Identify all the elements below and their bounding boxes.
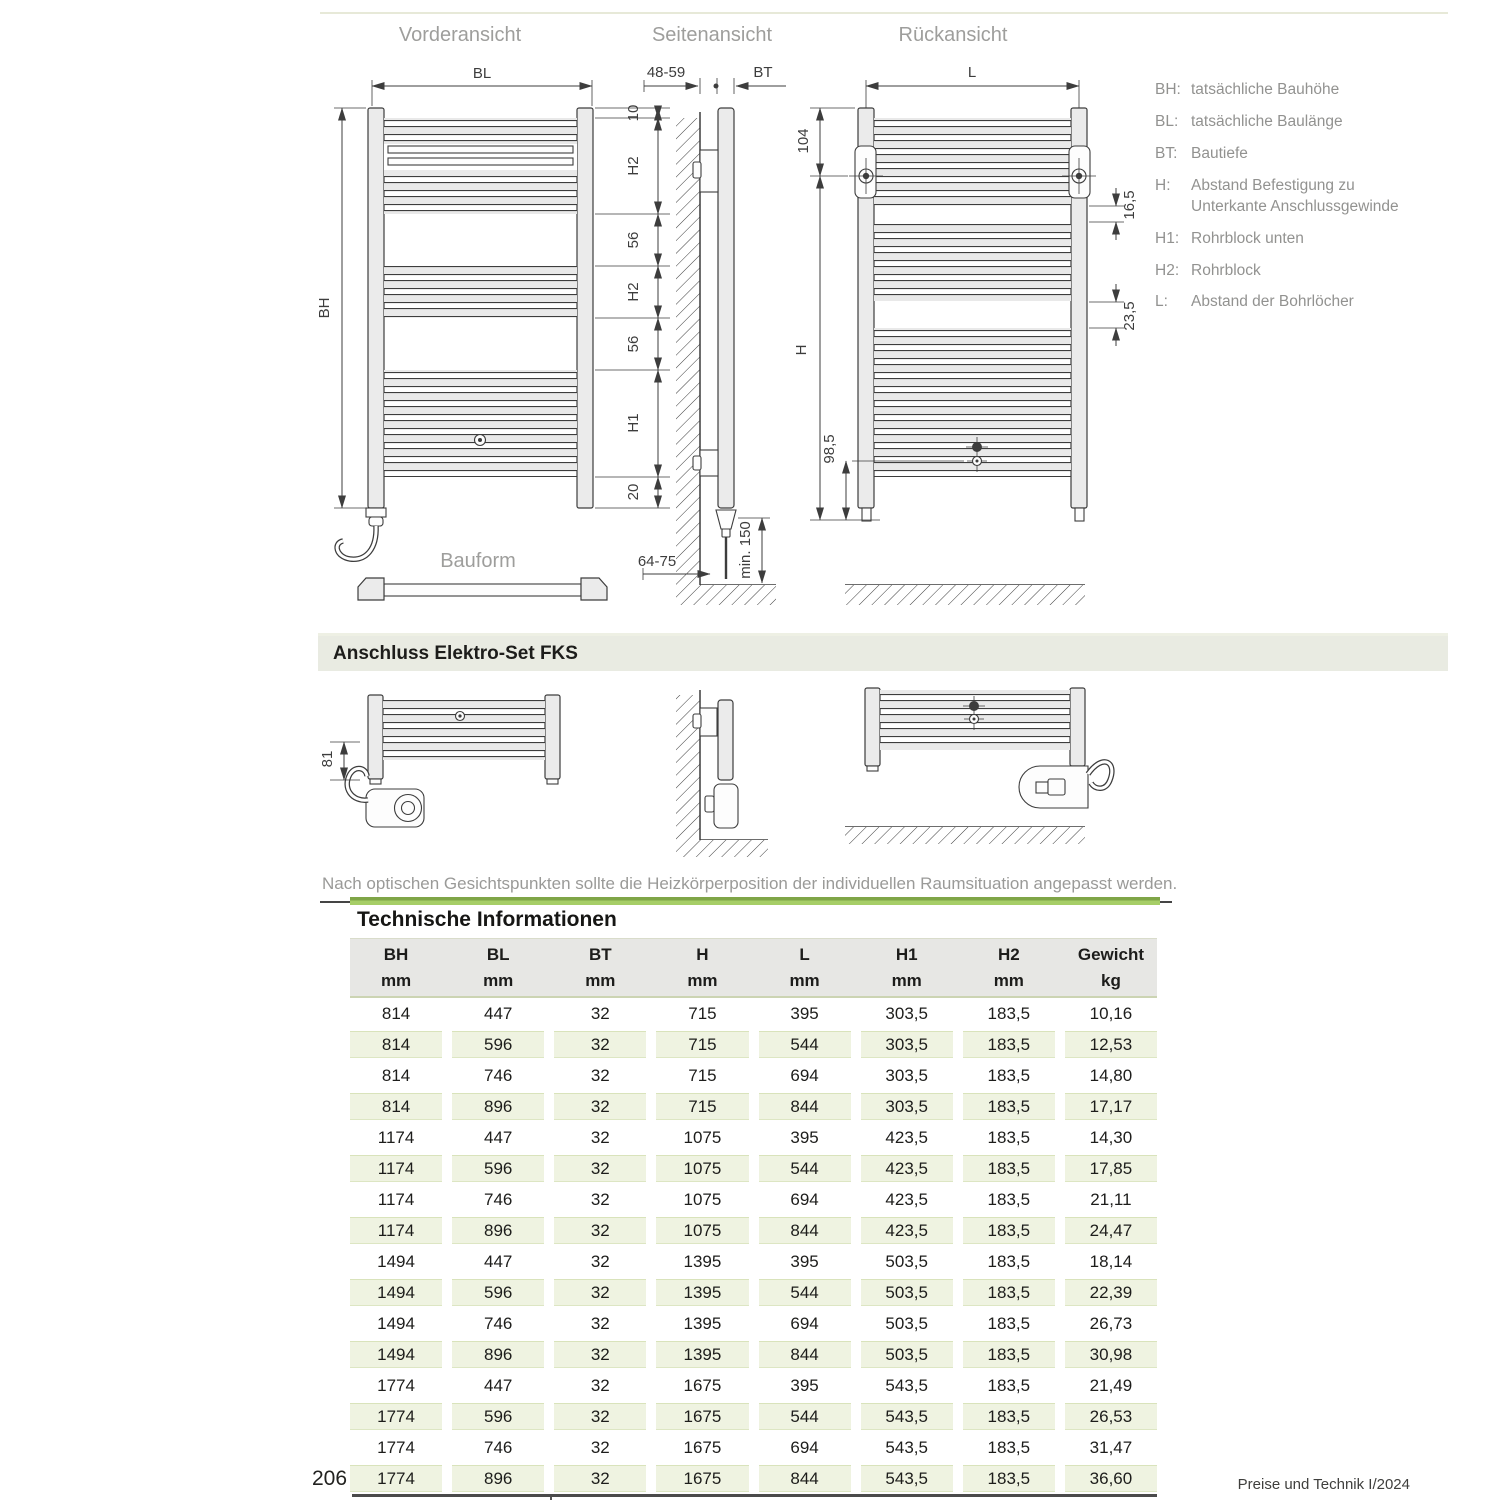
wall-hatch: [676, 118, 700, 585]
table-cell: 10,16: [1089, 1003, 1133, 1023]
dim-48-59: 48-59: [646, 64, 686, 81]
table-bottom-rule: [352, 1494, 1157, 1497]
table-cell: 1675: [656, 1465, 748, 1492]
legend-term: H1:: [1155, 229, 1180, 247]
dim-56: 56: [625, 335, 642, 353]
elektro-section-header: [318, 633, 1448, 671]
table-cell: 447: [484, 1375, 513, 1395]
column-header: L mm: [789, 945, 820, 990]
table-cell: 694: [790, 1065, 819, 1085]
legend-term: BT:: [1155, 144, 1178, 162]
dim-104: 104: [795, 128, 812, 154]
table-cell: 694: [790, 1189, 819, 1209]
table-cell: 544: [759, 1031, 851, 1058]
table-cell: 14,80: [1089, 1065, 1133, 1085]
table-cell: 715: [688, 1003, 717, 1023]
table-cell: 32: [554, 1279, 646, 1306]
dim-h2: H2: [625, 282, 642, 302]
elektro-element-side: [714, 784, 738, 828]
table-cell: 1174: [377, 1127, 415, 1147]
table-cell: 17,85: [1065, 1155, 1157, 1182]
table-cell: 30,98: [1065, 1341, 1157, 1368]
table-cell: 1075: [683, 1127, 722, 1147]
elektro-front-drawing: [319, 695, 560, 827]
legend-definition: tatsächliche Bauhöhe: [1191, 81, 1340, 98]
table-cell: 814: [381, 1003, 411, 1023]
elektro-side-drawing: [676, 690, 768, 857]
table-cell: 1075: [656, 1155, 748, 1182]
table-cell: 503,5: [885, 1313, 928, 1333]
table-cell: 32: [590, 1003, 610, 1023]
table-cell: 32: [590, 1065, 610, 1085]
table-cell: 896: [452, 1217, 544, 1244]
side-radiator-profile: [718, 108, 734, 508]
table-cell: 183,5: [963, 1093, 1055, 1120]
page-number: 206: [312, 1467, 348, 1490]
dim-10: 10: [625, 104, 642, 122]
rear-rung-group-1: [874, 118, 1071, 206]
front-left-tube: [368, 108, 384, 508]
table-cell: 395: [790, 1251, 819, 1271]
front-thin-rung: [388, 146, 573, 153]
table-cell: 896: [452, 1465, 544, 1492]
table-cell: 715: [688, 1065, 717, 1085]
table-cell: 26,53: [1065, 1403, 1157, 1430]
table-cell: 544: [759, 1155, 851, 1182]
technical-info-table: [350, 938, 1157, 1494]
table-cell: 1774: [350, 1465, 442, 1492]
dim-16-5: 16,5: [1121, 190, 1138, 220]
legend-row: [1155, 80, 1417, 101]
table-row: [350, 1370, 1157, 1401]
elektro-element-plug: [1019, 762, 1112, 808]
legend-row: [1155, 261, 1417, 282]
legend-term: H:: [1155, 176, 1171, 194]
table-row: [350, 1060, 1157, 1091]
front-rung-group-2: [384, 266, 577, 318]
table-cell: 32: [554, 1093, 646, 1120]
front-view-label: Vorderansicht: [398, 24, 522, 46]
table-cell: 32: [554, 1155, 646, 1182]
legend-row: [1155, 176, 1417, 218]
table-cell: 844: [759, 1341, 851, 1368]
table-cell: 1395: [683, 1313, 722, 1333]
table-cell: 746: [484, 1313, 513, 1333]
elektro-rear-drawing: [845, 688, 1112, 844]
table-cell: 543,5: [885, 1375, 928, 1395]
table-row: [350, 1401, 1157, 1432]
table-row: [350, 1463, 1157, 1494]
thread-stub: [862, 508, 871, 521]
table-cell: 1494: [377, 1313, 415, 1333]
table-cell: 183,5: [987, 1189, 1031, 1209]
positioning-note: Nach optischen Gesichtspunkten sollte die Heizkörperposition der individuellen Raumsituation angepasst werden.: [322, 874, 1178, 893]
table-row: [350, 1184, 1157, 1215]
dim-81: 81: [319, 750, 336, 768]
thread-stub: [1075, 508, 1084, 521]
table-cell: 17,17: [1065, 1093, 1157, 1120]
table-cell: 1774: [377, 1437, 415, 1457]
table-cell: 1675: [683, 1437, 722, 1457]
table-cell: 32: [590, 1127, 610, 1147]
table-cell: 395: [790, 1003, 819, 1023]
rear-rung-group-2: [874, 222, 1071, 301]
table-cell: 32: [554, 1403, 646, 1430]
side-view-label: Seitenansicht: [651, 24, 773, 46]
table-cell: 844: [759, 1093, 851, 1120]
table-row: [350, 1215, 1157, 1246]
legend-row: [1155, 292, 1417, 313]
table-cell: 746: [484, 1065, 513, 1085]
edition-label: Preise und Technik I/2024: [1237, 1476, 1410, 1493]
table-cell: 447: [484, 1127, 513, 1147]
table-cell: 14,30: [1089, 1127, 1133, 1147]
table-cell: 503,5: [861, 1341, 953, 1368]
table-cell: 1494: [350, 1279, 442, 1306]
table-cell: 1675: [683, 1375, 722, 1395]
floor-hatch: [845, 827, 1085, 844]
table-cell: 423,5: [861, 1217, 953, 1244]
column-header: BH mm: [380, 945, 412, 990]
table-cell: 596: [452, 1403, 544, 1430]
table-cell: 183,5: [963, 1403, 1055, 1430]
dim-l: L: [967, 64, 977, 81]
table-cell: 814: [381, 1065, 411, 1085]
table-row: [350, 1091, 1157, 1122]
table-cell: 1174: [350, 1217, 442, 1244]
table-cell: 183,5: [987, 1313, 1031, 1333]
table-row: [350, 1308, 1157, 1339]
table-cell: 395: [790, 1127, 819, 1147]
front-heating-element: [337, 508, 386, 559]
table-cell: 183,5: [987, 1003, 1031, 1023]
green-accent-rule: [350, 897, 1160, 905]
table-row: [350, 1029, 1157, 1060]
legend-definition: Abstand der Bohrlöcher: [1191, 293, 1354, 311]
table-cell: 32: [590, 1375, 610, 1395]
legend-row: [1155, 112, 1417, 133]
table-cell: 1395: [683, 1251, 722, 1271]
table-cell: 423,5: [885, 1189, 928, 1209]
front-rung-group-3: [384, 370, 577, 477]
table-cell: 596: [452, 1279, 544, 1306]
rear-view-drawing: [793, 64, 1138, 605]
table-cell: 395: [790, 1375, 819, 1395]
table-cell: 18,14: [1089, 1251, 1133, 1271]
table-cell: 183,5: [963, 1341, 1055, 1368]
table-cell: 303,5: [885, 1065, 928, 1085]
front-thin-rung: [388, 158, 573, 165]
dim-bt: BT: [753, 64, 773, 81]
table-cell: 746: [484, 1189, 513, 1209]
dim-h: H: [793, 344, 810, 356]
table-row: [350, 1432, 1157, 1463]
table-cell: 447: [484, 1003, 513, 1023]
dim-min150: min. 150: [737, 521, 754, 579]
table-cell: 183,5: [963, 1031, 1055, 1058]
table-cell: 596: [452, 1155, 544, 1182]
column-header: H1 mm: [891, 945, 922, 990]
rear-rung-group-3: [874, 328, 1071, 477]
column-header: H mm: [687, 945, 718, 990]
table-header-row: [350, 938, 1157, 998]
front-view-drawing: [316, 65, 670, 600]
floor-hatch: [676, 840, 768, 857]
table-cell: 12,53: [1065, 1031, 1157, 1058]
column-header: H2 mm: [993, 945, 1024, 990]
table-cell: 715: [656, 1031, 748, 1058]
table-cell: 1075: [683, 1189, 722, 1209]
table-cell: 596: [452, 1031, 544, 1058]
table-cell: 1395: [656, 1341, 748, 1368]
table-cell: 1395: [656, 1279, 748, 1306]
legend-definition: Rohrblock unten: [1191, 229, 1304, 247]
table-body: [350, 998, 1157, 1494]
table-cell: 1774: [377, 1375, 415, 1395]
elektro-heating-element: [347, 768, 424, 827]
dim-98-5: 98,5: [821, 434, 838, 464]
table-cell: 22,39: [1065, 1279, 1157, 1306]
table-cell: 423,5: [885, 1127, 928, 1147]
side-valve: [716, 510, 736, 579]
table-cell: 503,5: [885, 1251, 928, 1271]
side-view-drawing: [638, 64, 786, 605]
legend-term: L:: [1155, 293, 1168, 311]
table-cell: 715: [656, 1093, 748, 1120]
table-cell: 543,5: [885, 1437, 928, 1457]
table-cell: 21,49: [1089, 1375, 1133, 1395]
legend-row: [1155, 144, 1417, 165]
table-cell: 1675: [656, 1403, 748, 1430]
legend-definition: Rohrblock: [1191, 261, 1261, 279]
table-cell: 814: [350, 1093, 442, 1120]
table-cell: 183,5: [987, 1127, 1031, 1147]
table-cell: 24,47: [1065, 1217, 1157, 1244]
table-cell: 32: [554, 1217, 646, 1244]
table-cell: 31,47: [1089, 1437, 1133, 1457]
dim-20: 20: [625, 483, 642, 501]
table-cell: 896: [452, 1341, 544, 1368]
bauform-drawing: [358, 578, 607, 600]
table-cell: 1075: [656, 1217, 748, 1244]
table-cell: 32: [590, 1437, 610, 1457]
table-cell: 1174: [350, 1155, 442, 1182]
table-row: [350, 1339, 1157, 1370]
dim-h1: H1: [625, 413, 642, 433]
table-cell: 32: [554, 1031, 646, 1058]
table-cell: 544: [759, 1279, 851, 1306]
table-cell: 896: [452, 1093, 544, 1120]
table-cell: 183,5: [963, 1279, 1055, 1306]
table-title: Technische Informationen: [357, 908, 617, 931]
table-cell: 183,5: [987, 1437, 1031, 1457]
table-cell: 183,5: [987, 1375, 1031, 1395]
table-cell: 36,60: [1065, 1465, 1157, 1492]
front-right-tube: [577, 108, 593, 508]
column-header: Gewicht kg: [1077, 945, 1144, 990]
column-header: BT mm: [585, 945, 616, 990]
table-cell: 844: [759, 1465, 851, 1492]
dim-64-75: 64-75: [637, 553, 677, 570]
table-cell: 543,5: [861, 1403, 953, 1430]
table-row: [350, 1277, 1157, 1308]
table-cell: 32: [554, 1465, 646, 1492]
legend-term: BH:: [1155, 81, 1181, 98]
floor-hatch: [845, 585, 1085, 605]
elektro-section-title: Anschluss Elektro-Set FKS: [333, 643, 578, 664]
floor-hatch: [676, 585, 776, 605]
table-cell: 746: [484, 1437, 513, 1457]
table-cell: 183,5: [987, 1065, 1031, 1085]
table-cell: 32: [590, 1251, 610, 1271]
legend-definition: Bautiefe: [1191, 144, 1248, 162]
dim-23-5: 23,5: [1121, 301, 1138, 331]
table-cell: 32: [554, 1341, 646, 1368]
table-cell: 303,5: [885, 1003, 928, 1023]
table-cell: 183,5: [963, 1155, 1055, 1182]
table-cell: 303,5: [861, 1093, 953, 1120]
dim-56: 56: [625, 231, 642, 249]
column-header: BL mm: [483, 945, 514, 990]
table-row: [350, 1246, 1157, 1277]
table-cell: 303,5: [861, 1031, 953, 1058]
table-cell: 447: [484, 1251, 513, 1271]
table-cell: 21,11: [1090, 1189, 1132, 1209]
table-cell: 32: [590, 1189, 610, 1209]
table-row: [350, 998, 1157, 1029]
table-cell: 1174: [377, 1189, 415, 1209]
table-cell: 543,5: [861, 1465, 953, 1492]
dimension-legend: [1155, 80, 1417, 324]
table-cell: 32: [590, 1313, 610, 1333]
table-cell: 694: [790, 1313, 819, 1333]
legend-term: H2:: [1155, 261, 1180, 279]
table-cell: 423,5: [861, 1155, 953, 1182]
table-cell: 814: [350, 1031, 442, 1058]
table-cell: 183,5: [987, 1251, 1031, 1271]
legend-term: BL:: [1155, 112, 1179, 130]
table-cell: 183,5: [963, 1465, 1055, 1492]
legend-definition: tatsächliche Baulänge: [1191, 112, 1343, 130]
legend-definition: Abstand Befestigung zu Unterkante Anschlussgewinde: [1191, 176, 1399, 215]
table-cell: 694: [790, 1437, 819, 1457]
bauform-label: Bauform: [440, 550, 516, 572]
table-cell: 503,5: [861, 1279, 953, 1306]
dim-bh: BH: [316, 297, 333, 319]
table-cell: 26,73: [1089, 1313, 1133, 1333]
table-cell: 1494: [350, 1341, 442, 1368]
table-cell: 844: [759, 1217, 851, 1244]
table-cell: 1494: [377, 1251, 415, 1271]
rear-view-label: Rückansicht: [898, 24, 1008, 46]
dim-h2: H2: [625, 156, 642, 176]
table-row: [350, 1122, 1157, 1153]
legend-row: [1155, 229, 1417, 250]
table-row: [350, 1153, 1157, 1184]
table-cell: 183,5: [963, 1217, 1055, 1244]
table-cell: 1774: [350, 1403, 442, 1430]
dim-bl: BL: [472, 65, 492, 82]
table-cell: 544: [759, 1403, 851, 1430]
